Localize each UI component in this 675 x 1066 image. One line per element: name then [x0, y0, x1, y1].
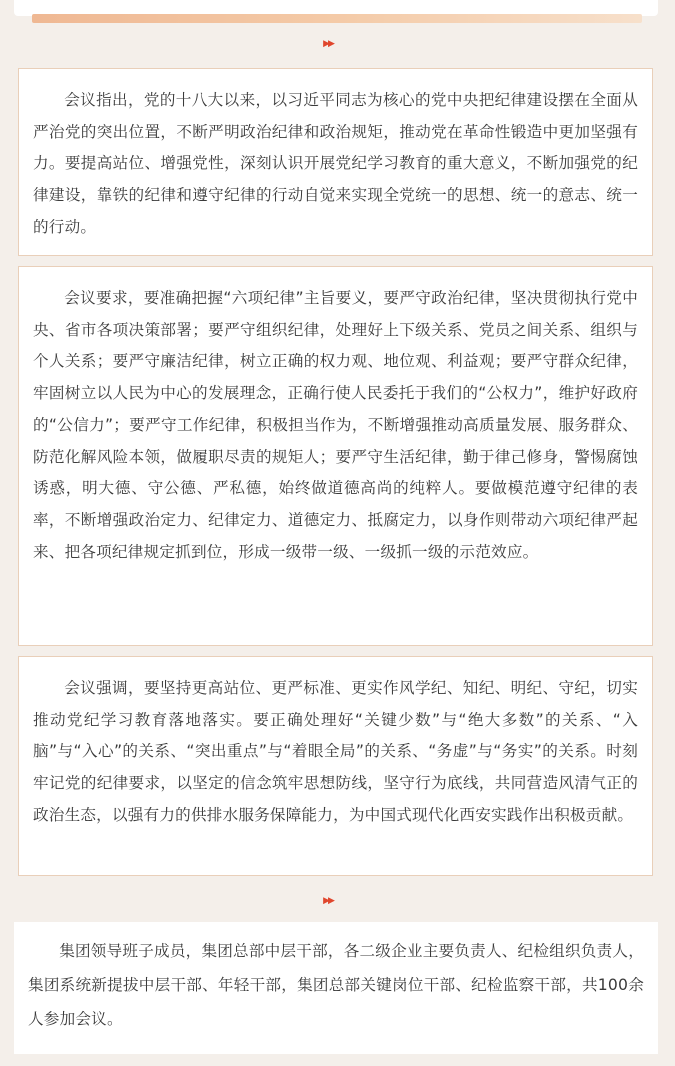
double-arrow-icon: ▶▶ [323, 39, 333, 49]
paragraph-box-meeting-points [18, 68, 653, 256]
paragraph-box-meeting-requirements [18, 266, 653, 646]
paragraph-meeting-requirements: 会议要求，要准确把握“六项纪律”主旨要义，要严守政治纪律，坚决贯彻执行党中央、省市各项决策部署；要严守组织纪律，处理好上下级关系、党员之间关系、组织与个人关系；要严守廉洁纪律，树立正确的权力观、地位观、利益观；要严守群众纪律，牢固树立以人民为中心的发展理念，正确行使人民委托于我们的“公权力”，维护好政府的“公信力”；要严守工作纪律，积极担当作为，不断增强推动高质量发展、服务群众、防范化解风险本领，做履职尽责的规矩人；要严守生活纪律，勤于律己修身，警惕腐蚀诱惑，明大德、守公德、严私德，始终做道德高尚的纯粹人。要做模范遵守纪律的表率，不断增强政治定力、纪律定力、道德定力、抵腐定力，以身作则带动六项纪律严起来、把各项纪律规定抓到位，形成一级带一级、一级抓一级的示范效应。 [33, 289, 638, 561]
paragraph-attendees: 集团领导班子成员，集团总部中层干部，各二级企业主要负责人、纪检组织负责人，集团系统新提拔中层干部、年轻干部，集团总部关键岗位干部、纪检监察干部，共100余人参加会议。 [28, 942, 644, 1028]
double-arrow-icon: ▶▶ [323, 896, 333, 906]
attendees-card [14, 922, 658, 1054]
paragraph-box-meeting-emphasis [18, 656, 653, 876]
paragraph-meeting-emphasis: 会议强调，要坚持更高站位、更严标准、更实作风学纪、知纪、明纪、守纪，切实推动党纪学习教育落地落实。要正确处理好“关键少数”与“绝大多数”的关系、“入脑”与“入心”的关系、“突出重点”与“着眼全局”的关系、“务虚”与“务实”的关系。时刻牢记党的纪律要求，以坚定的信念筑牢思想防线，坚守行为底线，共同营造风清气正的政治生态，以强有力的供排水服务保障能力，为中国式现代化西安实践作出积极贡献。 [33, 679, 638, 824]
decorative-gradient-bar [32, 14, 642, 23]
paragraph-meeting-points: 会议指出，党的十八大以来，以习近平同志为核心的党中央把纪律建设摆在全面从严治党的突出位置，不断严明政治纪律和政治规矩，推动党在革命性锻造中更加坚强有力。要提高站位、增强党性，深刻认识开展党纪学习教育的重大意义，不断加强党的纪律建设，靠铁的纪律和遵守纪律的行动自觉来实现全党统一的思想、统一的意志、统一的行动。 [33, 91, 638, 236]
